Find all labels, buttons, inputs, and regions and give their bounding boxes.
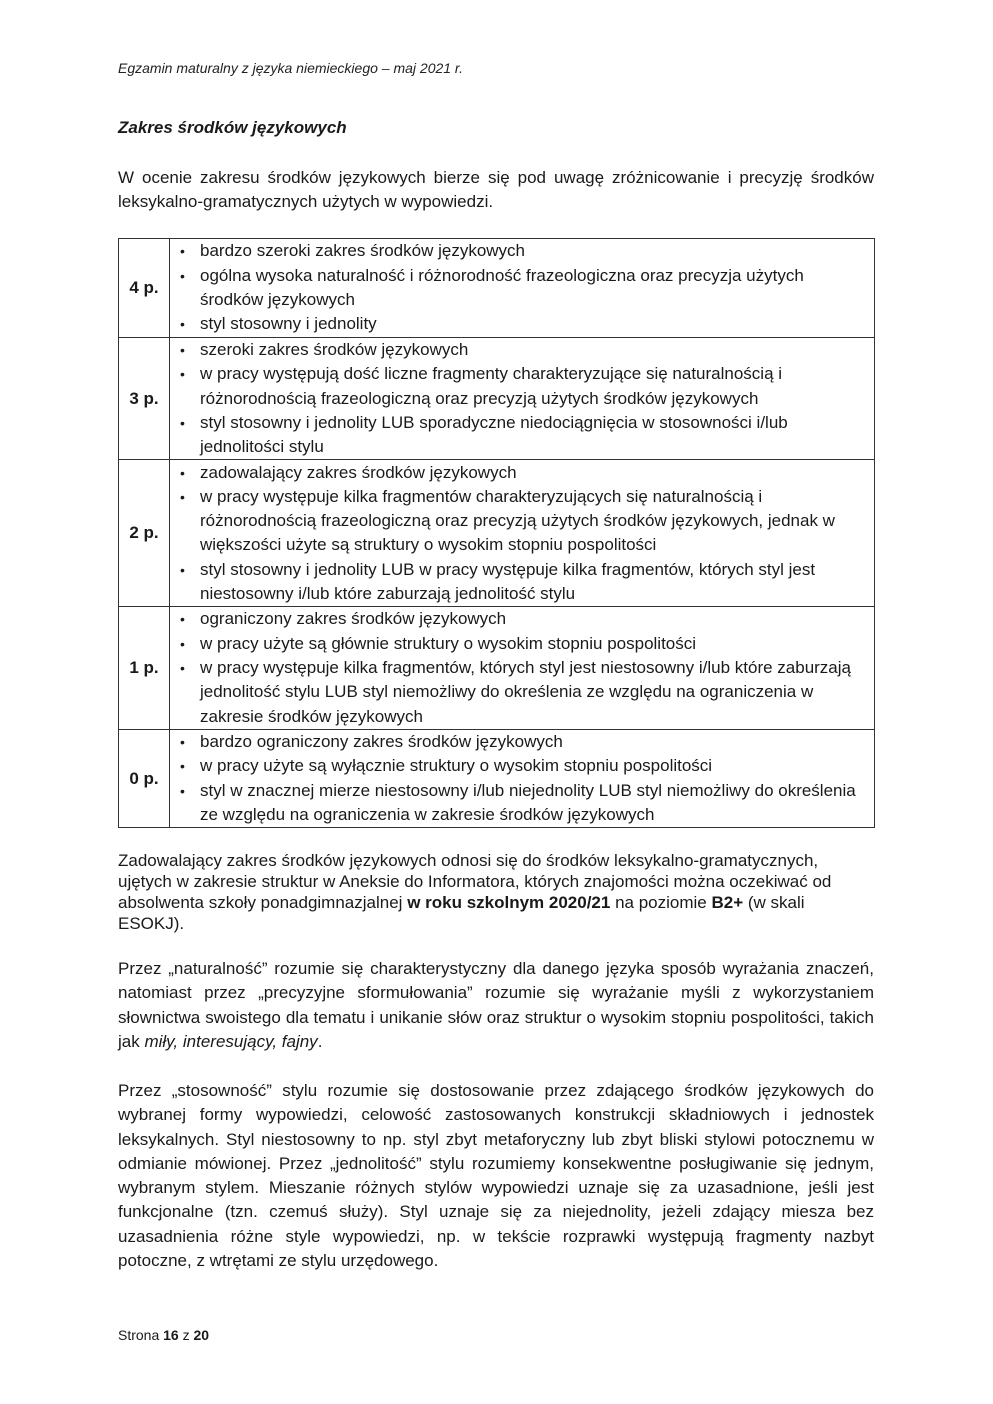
list-item: • styl w znacznej mierze niestosowny i/lub niejednolity LUB styl niemożliwy do określenia ze względu na ograniczenia w zakresie środków językowych	[170, 779, 868, 828]
score-cell: 0 p.	[119, 729, 170, 827]
list-item: • w pracy użyte są wyłącznie struktury o wysokim stopniu pospolitości	[170, 754, 868, 778]
table-row	[119, 729, 875, 827]
description-cell	[170, 607, 875, 729]
description-cell	[170, 460, 875, 607]
intro-paragraph: W ocenie zakresu środków językowych bierze się pod uwagę zróżnicowanie i precyzję środków leksykalno-gramatycznych użytych w wypowiedzi.	[118, 168, 874, 212]
score-cell: 4 p.	[119, 239, 170, 338]
level-text: B2+	[711, 893, 744, 912]
page-footer	[118, 1327, 209, 1343]
list-item: • w pracy występuje kilka fragmentów, których styl jest niestosowny i/lub które zaburzają jednolitość stylu LUB styl niemożliwy do określenia ze względu na ograniczenia w zakresie środków językowych	[170, 656, 868, 729]
list-item: • bardzo szeroki zakres środków językowych	[170, 239, 868, 263]
criteria-table	[118, 238, 875, 828]
paragraph-text: na poziomie	[610, 893, 712, 912]
paragraph-text: Przez „naturalność” rozumie się charakterystyczny dla danego języka sposób wyrażania znaczeń, natomiast przez „precyzyjne sformułowania” rozumie się wyrażanie myśli z wykorzystaniem słownictwa swoistego dla tematu i unikanie słów oraz struktur o wysokim stopniu pospolitości, takich jak	[118, 959, 874, 1051]
paragraph-text: Zadowalający zakres środków językowych odnosi się do środków leksykalno-gramatycznych, ujętych w zakresie struktur w Aneksie do Informatora, których znajomości można oczekiwać od absolwenta szkoły ponadgimnazjalnej	[118, 851, 832, 912]
paragraph-text: .	[317, 1031, 323, 1051]
list-item: • ograniczony zakres środków językowych	[170, 607, 868, 631]
school-year-text: w roku szkolnym 2020/21	[407, 893, 611, 912]
page-header: Egzamin maturalny z języka niemieckiego – maj 2021 r.	[118, 60, 463, 76]
description-cell	[170, 239, 875, 338]
table-row	[119, 239, 875, 338]
list-item: • w pracy występuje kilka fragmentów charakteryzujących się naturalnością i różnorodnością frazeologiczną oraz precyzją użytych środków językowych, jednak w większości użyte są struktury o wysokim stopniu pospolitości	[170, 485, 868, 558]
naturalness-paragraph	[118, 957, 874, 1054]
section-heading: Zakres środków językowych	[118, 118, 347, 137]
examples-text: miły, interesujący, fajny	[144, 1031, 318, 1051]
page-number: 16	[163, 1327, 179, 1343]
list-item: • w pracy użyte są głównie struktury o wysokim stopniu pospolitości	[170, 632, 868, 656]
list-item: • styl stosowny i jednolity LUB w pracy występuje kilka fragmentów, których styl jest niestosowny i/lub które zaburzają jednolitość stylu	[170, 558, 868, 607]
score-cell: 3 p.	[119, 338, 170, 460]
paragraph-text: (w skali ESOKJ).	[118, 893, 805, 933]
page-total: 20	[193, 1327, 210, 1343]
list-item: • bardzo ograniczony zakres środków językowych	[170, 730, 868, 754]
score-cell: 2 p.	[119, 460, 170, 607]
range-note-paragraph	[118, 850, 874, 934]
list-item: • ogólna wysoka naturalność i różnorodność frazeologiczna oraz precyzja użytych środków językowych	[170, 264, 868, 313]
list-item: • zadowalający zakres środków językowych	[170, 461, 868, 485]
description-cell	[170, 729, 875, 827]
table-row	[119, 460, 875, 607]
footer-separator: z	[182, 1327, 190, 1343]
description-cell	[170, 338, 875, 460]
footer-label: Strona	[118, 1327, 160, 1343]
list-item: • szeroki zakres środków językowych	[170, 338, 868, 362]
list-item: • styl stosowny i jednolity LUB sporadyczne niedociągnięcia w stosowności i/lub jednolitości stylu	[170, 411, 868, 460]
list-item: • w pracy występują dość liczne fragmenty charakteryzujące się naturalnością i różnorodnością frazeologiczną oraz precyzją użytych środków językowych	[170, 362, 868, 411]
style-paragraph: Przez „stosowność” stylu rozumie się dostosowanie przez zdającego środków językowych do wybranej formy wypowiedzi, celowość zastosowanych konstrukcji składniowych i jednostek leksykalnych. Styl niestosowny to np. styl zbyt metaforyczny lub zbyt bliski stylowi potocznemu w odmianie mówionej. Przez „jednolitość” stylu rozumiemy konsekwentne posługiwanie się jednym, wybranym stylem. Mieszanie różnych stylów wypowiedzi uznaje się za uzasadnione, jeśli jest funkcjonalne (tzn. czemuś służy). Styl uznaje się za niejednolity, jeżeli zdający miesza bez uzasadnienia różne style wypowiedzi, np. w tekście rozprawki występują fragmenty nazbyt potoczne, z wtrętami ze stylu urzędowego.	[118, 1081, 874, 1271]
table-row	[119, 607, 875, 729]
table-row	[119, 338, 875, 460]
score-cell: 1 p.	[119, 607, 170, 729]
list-item: • styl stosowny i jednolity	[170, 312, 868, 336]
